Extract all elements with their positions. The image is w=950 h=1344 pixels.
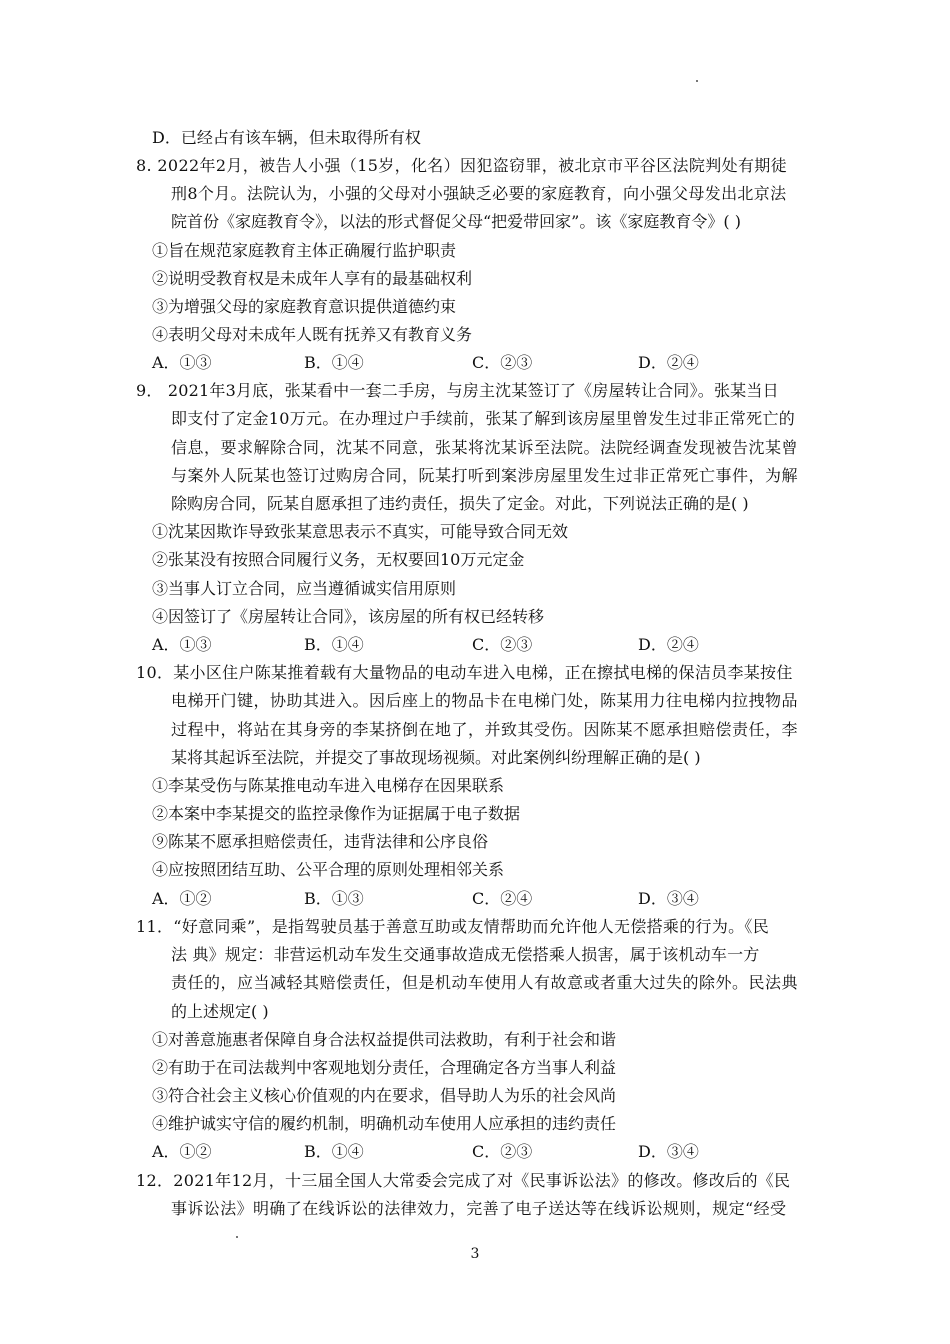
q10-line-3: 过程中，将站在其身旁的李某挤倒在地了，并致其受伤。因陈某不愿承担赔偿责任，李	[171, 720, 799, 739]
q9-option-c: C．②③	[472, 635, 533, 654]
q11-options	[152, 1142, 812, 1162]
q10-option-b: B．①③	[304, 889, 364, 908]
top-option-d: D．已经占有该车辆，但未取得所有权	[152, 128, 421, 147]
q9-options	[152, 635, 812, 655]
q12-line-2: 事诉讼法》明确了在线诉讼的法律效力，完善了电子送达等在线诉讼规则，规定“经受	[171, 1199, 787, 1218]
q9-option-d: D．②④	[638, 635, 699, 654]
q8-item-3: ③为增强父母的家庭教育意识提供道德约束	[152, 297, 457, 316]
scan-dot	[236, 1236, 238, 1238]
q8-line-3: 院首份《家庭教育令》，以法的形式督促父母“把爱带回家”。该《家庭教育令》( )	[171, 212, 741, 231]
q8-options	[152, 353, 812, 373]
q10-item-4: ④应按照团结互助、公平合理的原则处理相邻关系	[152, 860, 505, 879]
q11-item-1: ①对善意施惠者保障自身合法权益提供司法救助，有利于社会和谐	[152, 1030, 617, 1049]
q9-line-2: 即支付了定金10万元。在办理过户手续前，张某了解到该房屋里曾发生过非正常死亡的	[171, 409, 796, 428]
q11-option-a: A．①②	[152, 1142, 212, 1161]
q9-option-b: B．①④	[304, 635, 364, 654]
q11-line-3: 责任的，应当减轻其赔偿责任，但是机动车使用人有故意或者重大过失的除外。民法典	[171, 973, 799, 992]
q8-option-c: C．②③	[472, 353, 533, 372]
q11-item-4: ④维护诚实守信的履约机制，明确机动车使用人应承担的违约责任	[152, 1114, 617, 1133]
q10-item-2: ②本案中李某提交的监控录像作为证据属于电子数据	[152, 804, 521, 823]
q9-line-5: 除购房合同，阮某自愿承担了违约责任，损失了定金。对此，下列说法正确的是( )	[171, 494, 749, 513]
q8-option-b: B．①④	[304, 353, 364, 372]
q8-item-1: ①旨在规范家庭教育主体正确履行监护职责	[152, 241, 457, 260]
q10-option-a: A．①②	[152, 889, 212, 908]
q8-option-d: D．②④	[638, 353, 699, 372]
q10-line-1: 10．某小区住户陈某推着载有大量物品的电动车进入电梯，正在擦拭电梯的保洁员李某按住	[136, 663, 793, 682]
q11-option-b: B．①④	[304, 1142, 364, 1161]
q10-option-d: D．③④	[638, 889, 699, 908]
q11-line-2: 法 典》规定：非营运机动车发生交通事故造成无偿搭乘人损害，属于该机动车一方	[171, 945, 760, 964]
q11-line-1: 11．“好意同乘”，是指驾驶员基于善意互助或友情帮助而允许他人无偿搭乘的行为。《民	[136, 917, 770, 936]
q8-line-1: 8. 2022年2月，被告人小强（15岁，化名）因犯盗窃罪，被北京市平谷区法院判处有期徒	[136, 156, 788, 175]
q9-line-4: 与案外人阮某也签订过购房合同，阮某打听到案涉房屋里发生过非正常死亡事件，为解	[171, 466, 799, 485]
q10-option-c: C．②④	[472, 889, 533, 908]
q8-item-2: ②说明受教育权是未成年人享有的最基础权利	[152, 269, 473, 288]
q10-line-4: 某将其起诉至法院，并提交了事故现场视频。对此案例纠纷理解正确的是( )	[171, 748, 701, 767]
q8-item-4: ④表明父母对未成年人既有抚养又有教育义务	[152, 325, 473, 344]
page-number: 3	[470, 1246, 480, 1262]
q10-line-2: 电梯开门键，协助其进入。因后座上的物品卡在电梯门处，陈某用力往电梯内拉拽物品	[171, 691, 799, 710]
q11-line-4: 的上述规定( )	[171, 1002, 269, 1021]
q12-line-1: 12．2021年12月，十三届全国人大常委会完成了对《民事诉讼法》的修改。修改后的《民	[136, 1171, 791, 1190]
q11-option-d: D．③④	[638, 1142, 699, 1161]
q10-item-1: ①李某受伤与陈某推电动车进入电梯存在因果联系	[152, 776, 505, 795]
q10-options	[152, 889, 812, 909]
q9-item-4: ④因签订了《房屋转让合同》，该房屋的所有权已经转移	[152, 607, 545, 626]
q9-item-2: ②张某没有按照合同履行义务，无权要回10万元定金	[152, 550, 525, 569]
q9-item-3: ③当事人订立合同，应当遵循诚实信用原则	[152, 579, 457, 598]
q10-item-3: ⑨陈某不愿承担赔偿责任，违背法律和公序良俗	[152, 832, 489, 851]
q9-line-3: 信息，要求解除合同，沈某不同意，张某将沈某诉至法院。法院经调查发现被告沈某曾	[171, 438, 799, 457]
q8-option-a: A．①③	[152, 353, 212, 372]
q11-item-3: ③符合社会主义核心价值观的内在要求，倡导助人为乐的社会风尚	[152, 1086, 617, 1105]
q8-line-2: 刑8个月。法院认为，小强的父母对小强缺乏必要的家庭教育，向小强父母发出北京法	[171, 184, 787, 203]
q11-option-c: C．②③	[472, 1142, 533, 1161]
q11-item-2: ②有助于在司法裁判中客观地划分责任，合理确定各方当事人利益	[152, 1058, 617, 1077]
q9-item-1: ①沈某因欺诈导致张某意思表示不真实，可能导致合同无效	[152, 522, 569, 541]
q9-option-a: A．①③	[152, 635, 212, 654]
q9-line-1: 9． 2021年3月底，张某看中一套二手房，与房主沈某签订了《房屋转让合同》。张某当日	[136, 381, 779, 400]
scan-dot	[696, 80, 698, 82]
